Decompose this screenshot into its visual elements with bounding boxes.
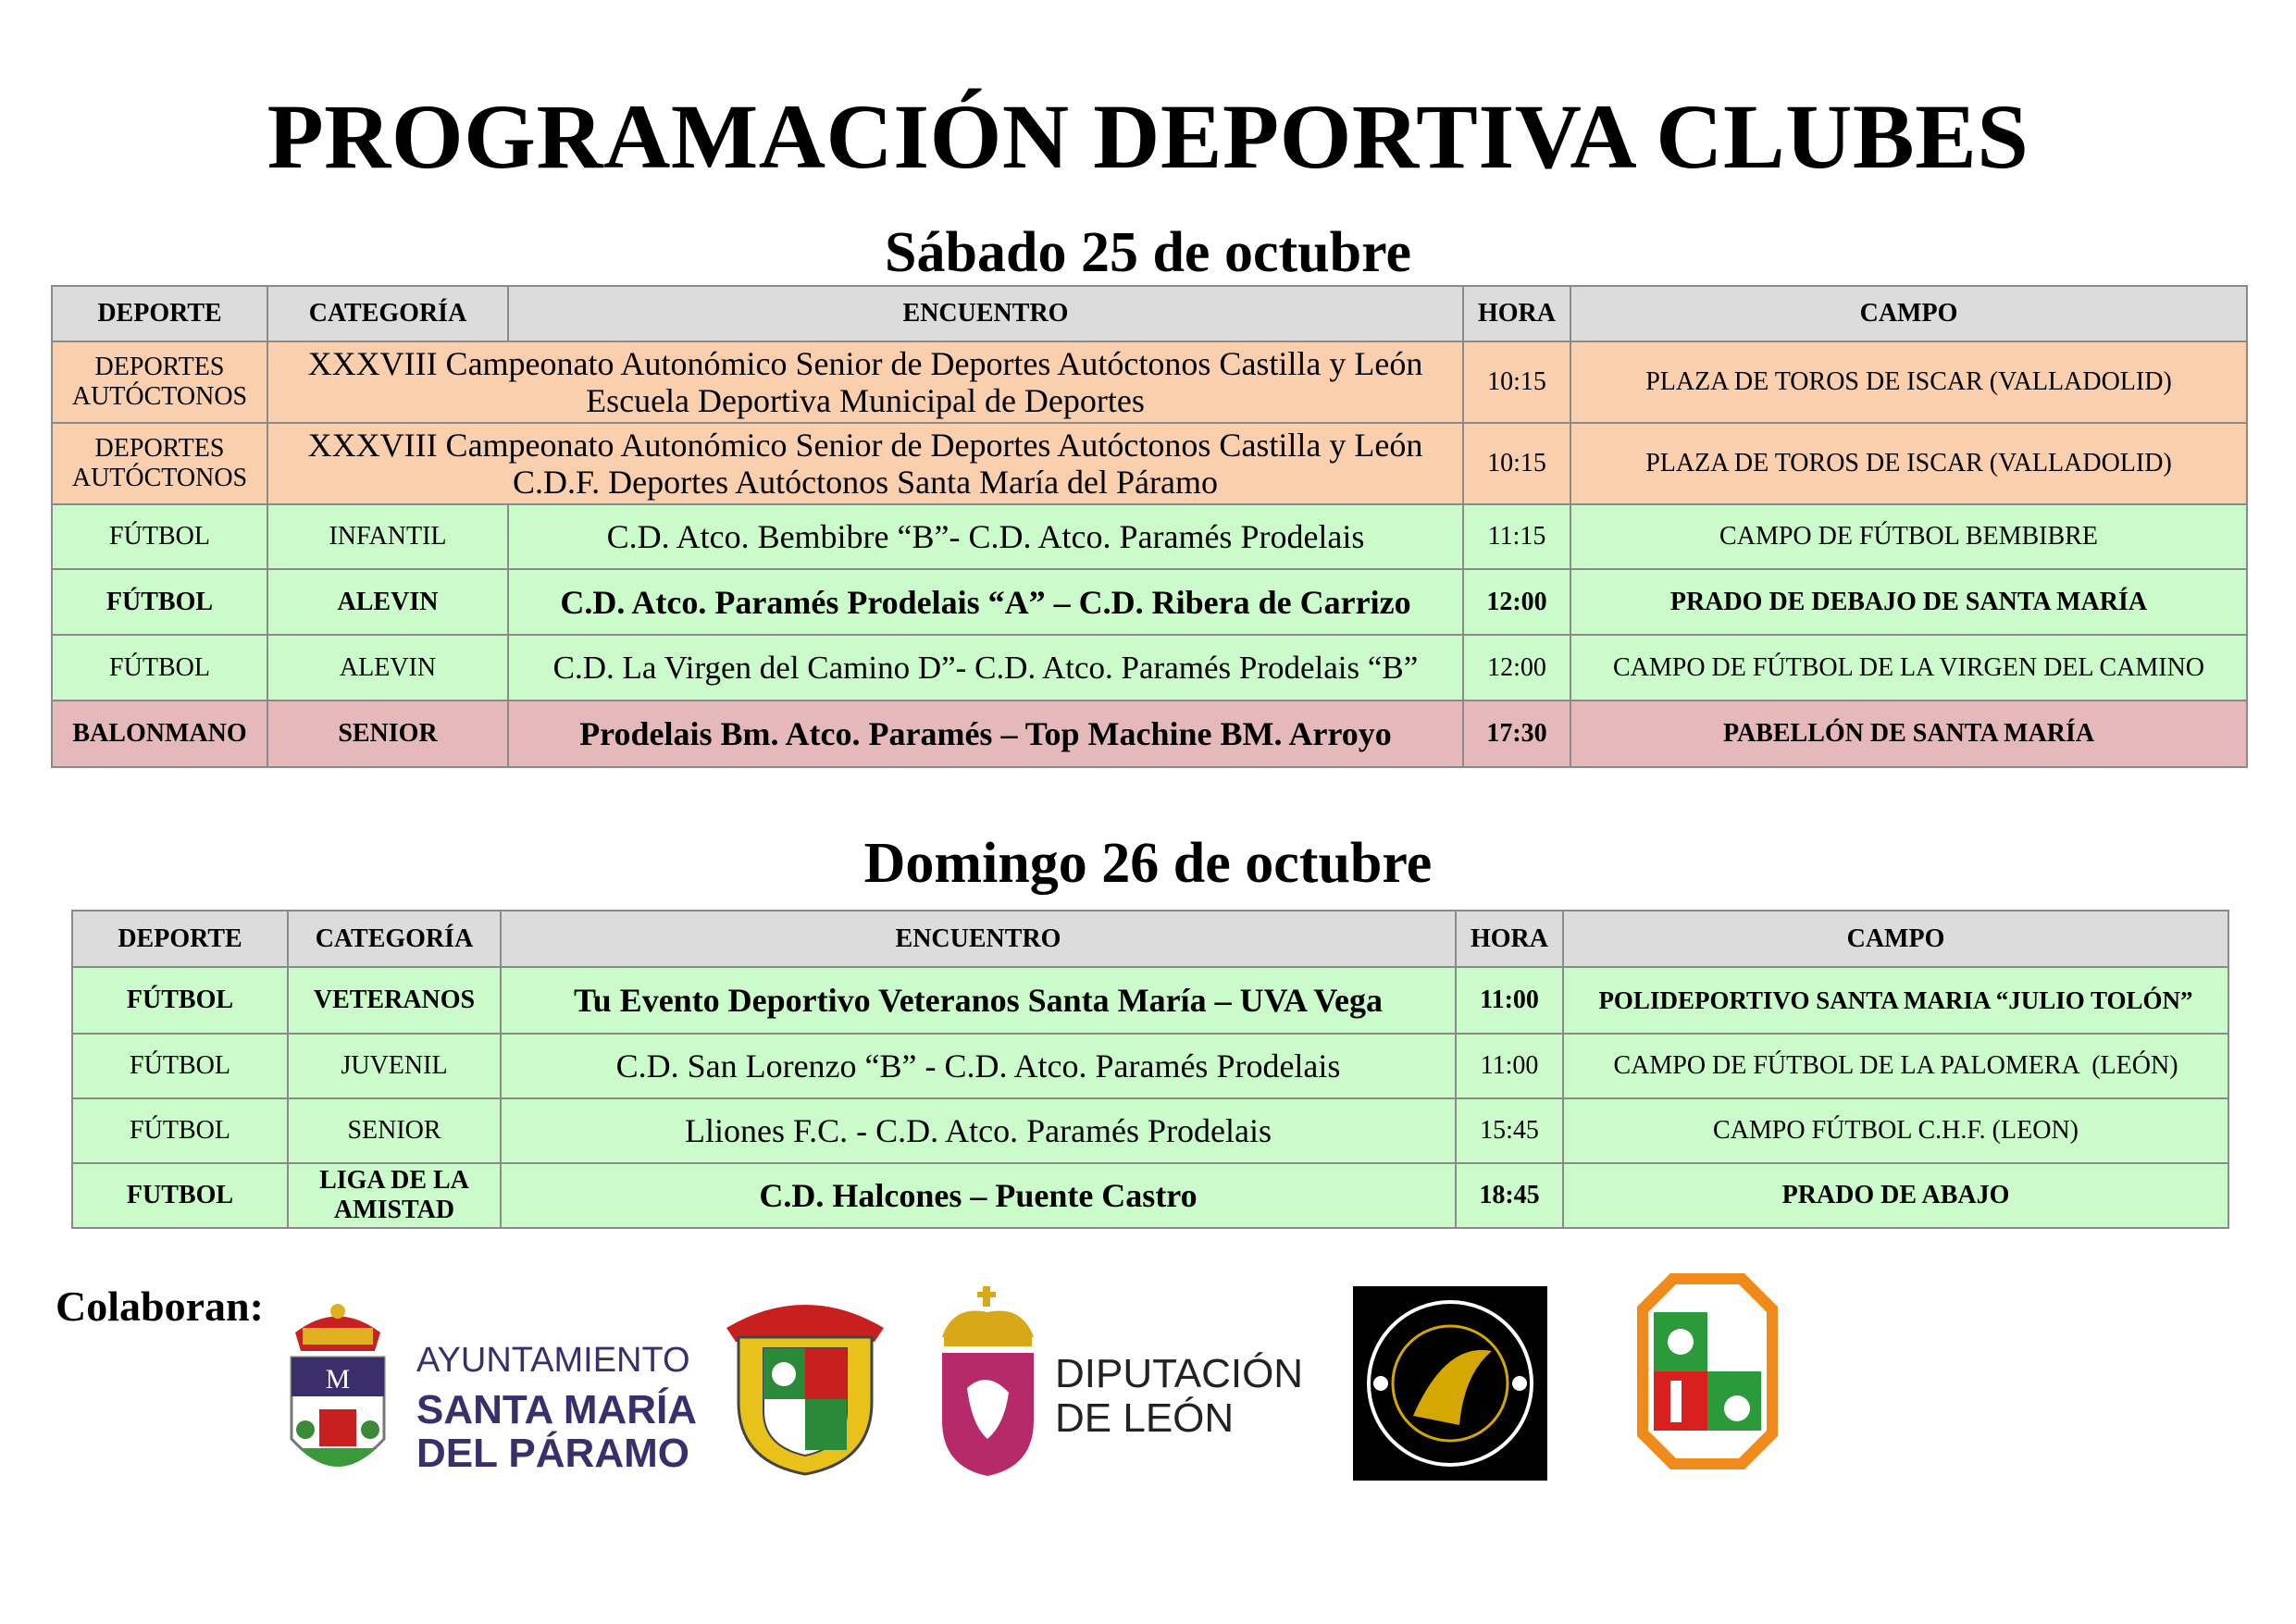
time-cell: 11:00 — [1456, 1034, 1563, 1098]
category-cell: LIGA DE LA AMISTAD — [288, 1163, 501, 1228]
cd-halcones-logo — [1353, 1286, 1547, 1481]
table-row — [52, 423, 2247, 504]
sport-cell: FÚTBOL — [72, 1034, 288, 1098]
venue-cell: PLAZA DE TOROS DE ISCAR (VALLADOLID) — [1570, 341, 2247, 423]
sport-cell: FUTBOL — [72, 1163, 288, 1228]
sport-cell: DEPORTES AUTÓCTONOS — [52, 423, 267, 504]
category-cell: SENIOR — [288, 1098, 501, 1163]
header-categoria: CATEGORÍA — [288, 911, 501, 967]
ayuntamiento-text-line2: SANTA MARÍA — [416, 1387, 698, 1432]
page-title: PROGRAMACIÓN DEPORTIVA CLUBES — [267, 85, 2029, 188]
venue-cell: CAMPO FÚTBOL C.H.F. (LEON) — [1563, 1098, 2228, 1163]
venue-cell: CAMPO DE FÚTBOL DE LA VIRGEN DEL CAMINO — [1570, 635, 2247, 700]
table-row — [52, 700, 2247, 767]
time-cell: 12:00 — [1463, 635, 1570, 700]
sport-cell: BALONMANO — [52, 700, 267, 767]
header-hora: HORA — [1463, 286, 1570, 341]
schedule-table-saturday — [51, 285, 2248, 768]
header-encuentro: ENCUENTRO — [501, 911, 1456, 967]
venue-cell: PRADO DE DEBAJO DE SANTA MARÍA — [1570, 569, 2247, 635]
table-header-row — [52, 286, 2247, 341]
header-encuentro: ENCUENTRO — [508, 286, 1463, 341]
ayuntamiento-crest-logo — [282, 1300, 393, 1494]
venue-cell: CAMPO DE FÚTBOL BEMBIBRE — [1570, 504, 2247, 569]
svg-text:M: M — [325, 1364, 351, 1395]
sport-cell: FÚTBOL — [52, 635, 267, 700]
ayuntamiento-text-line3: DEL PÁRAMO — [416, 1431, 689, 1476]
atletico-parames-crest-logo — [722, 1291, 888, 1476]
sport-cell: DEPORTES AUTÓCTONOS — [52, 341, 267, 423]
time-cell: 11:15 — [1463, 504, 1570, 569]
time-cell: 18:45 — [1456, 1163, 1563, 1228]
sport-cell: FÚTBOL — [52, 569, 267, 635]
header-deporte: DEPORTE — [72, 911, 288, 967]
diputacion-text-line1: DIPUTACIÓN — [1055, 1351, 1304, 1396]
table-row — [52, 504, 2247, 569]
match-cell: C.D. Atco. Bembibre “B”- C.D. Atco. Paramés Prodelais — [508, 504, 1463, 569]
match-cell: C.D. Halcones – Puente Castro — [501, 1163, 1456, 1228]
category-cell: ALEVIN — [267, 635, 508, 700]
table-row — [52, 341, 2247, 423]
table-row — [72, 967, 2228, 1034]
time-cell: 10:15 — [1463, 341, 1570, 423]
header-hora: HORA — [1456, 911, 1563, 967]
ayuntamiento-text-line1: AYUNTAMIENTO — [416, 1341, 690, 1380]
diputacion-leon-crest-logo — [935, 1286, 1041, 1481]
time-cell: 15:45 — [1456, 1098, 1563, 1163]
day-heading-saturday: Sábado 25 de octubre — [885, 221, 1411, 284]
category-cell: SENIOR — [267, 700, 508, 767]
day-heading-sunday: Domingo 26 de octubre — [863, 832, 1433, 895]
schedule-table-sunday — [71, 910, 2229, 1229]
match-cell: C.D. La Virgen del Camino D”- C.D. Atco. Paramés Prodelais “B” — [508, 635, 1463, 700]
match-cell: C.D. San Lorenzo “B” - C.D. Atco. Paramés Prodelais — [501, 1034, 1456, 1098]
category-cell: INFANTIL — [267, 504, 508, 569]
table-row — [52, 635, 2247, 700]
sport-cell: FÚTBOL — [72, 1098, 288, 1163]
category-cell: ALEVIN — [267, 569, 508, 635]
sport-cell: FÚTBOL — [72, 967, 288, 1034]
venue-cell: PRADO DE ABAJO — [1563, 1163, 2228, 1228]
time-cell: 17:30 — [1463, 700, 1570, 767]
header-categoria: CATEGORÍA — [267, 286, 508, 341]
venue-cell: PLAZA DE TOROS DE ISCAR (VALLADOLID) — [1570, 423, 2247, 504]
table-header-row — [72, 911, 2228, 967]
match-cell: XXXVIII Campeonato Autonómico Senior de Deportes Autóctonos Castilla y León Escuela Deportiva Municipal de Deportes — [267, 341, 1463, 423]
table-row — [52, 569, 2247, 635]
diputacion-text-line2: DE LEÓN — [1055, 1395, 1235, 1441]
match-cell: XXXVIII Campeonato Autonómico Senior de Deportes Autóctonos Castilla y León C.D.F. Deportes Autóctonos Santa María del Páramo — [267, 423, 1463, 504]
time-cell: 10:15 — [1463, 423, 1570, 504]
sport-cell: FÚTBOL — [52, 504, 267, 569]
time-cell: 11:00 — [1456, 967, 1563, 1034]
header-campo: CAMPO — [1570, 286, 2247, 341]
table-row — [72, 1163, 2228, 1228]
category-cell: VETERANOS — [288, 967, 501, 1034]
venue-cell: POLIDEPORTIVO SANTA MARIA “JULIO TOLÓN” — [1563, 967, 2228, 1034]
table-row — [72, 1034, 2228, 1098]
match-cell: C.D. Atco. Paramés Prodelais “A” – C.D. Ribera de Carrizo — [508, 569, 1463, 635]
time-cell: 12:00 — [1463, 569, 1570, 635]
colaboran-label: Colaboran: — [56, 1283, 264, 1330]
category-cell: JUVENIL — [288, 1034, 501, 1098]
venue-cell: CAMPO DE FÚTBOL DE LA PALOMERA (LEÓN) — [1563, 1034, 2228, 1098]
table-row — [72, 1098, 2228, 1163]
club-green-red-crest-logo — [1633, 1270, 1781, 1473]
match-cell: Tu Evento Deportivo Veteranos Santa María – UVA Vega — [501, 967, 1456, 1034]
header-campo: CAMPO — [1563, 911, 2228, 967]
match-cell: Lliones F.C. - C.D. Atco. Paramés Prodelais — [501, 1098, 1456, 1163]
match-cell: Prodelais Bm. Atco. Paramés – Top Machine BM. Arroyo — [508, 700, 1463, 767]
header-deporte: DEPORTE — [52, 286, 267, 341]
venue-cell: PABELLÓN DE SANTA MARÍA — [1570, 700, 2247, 767]
